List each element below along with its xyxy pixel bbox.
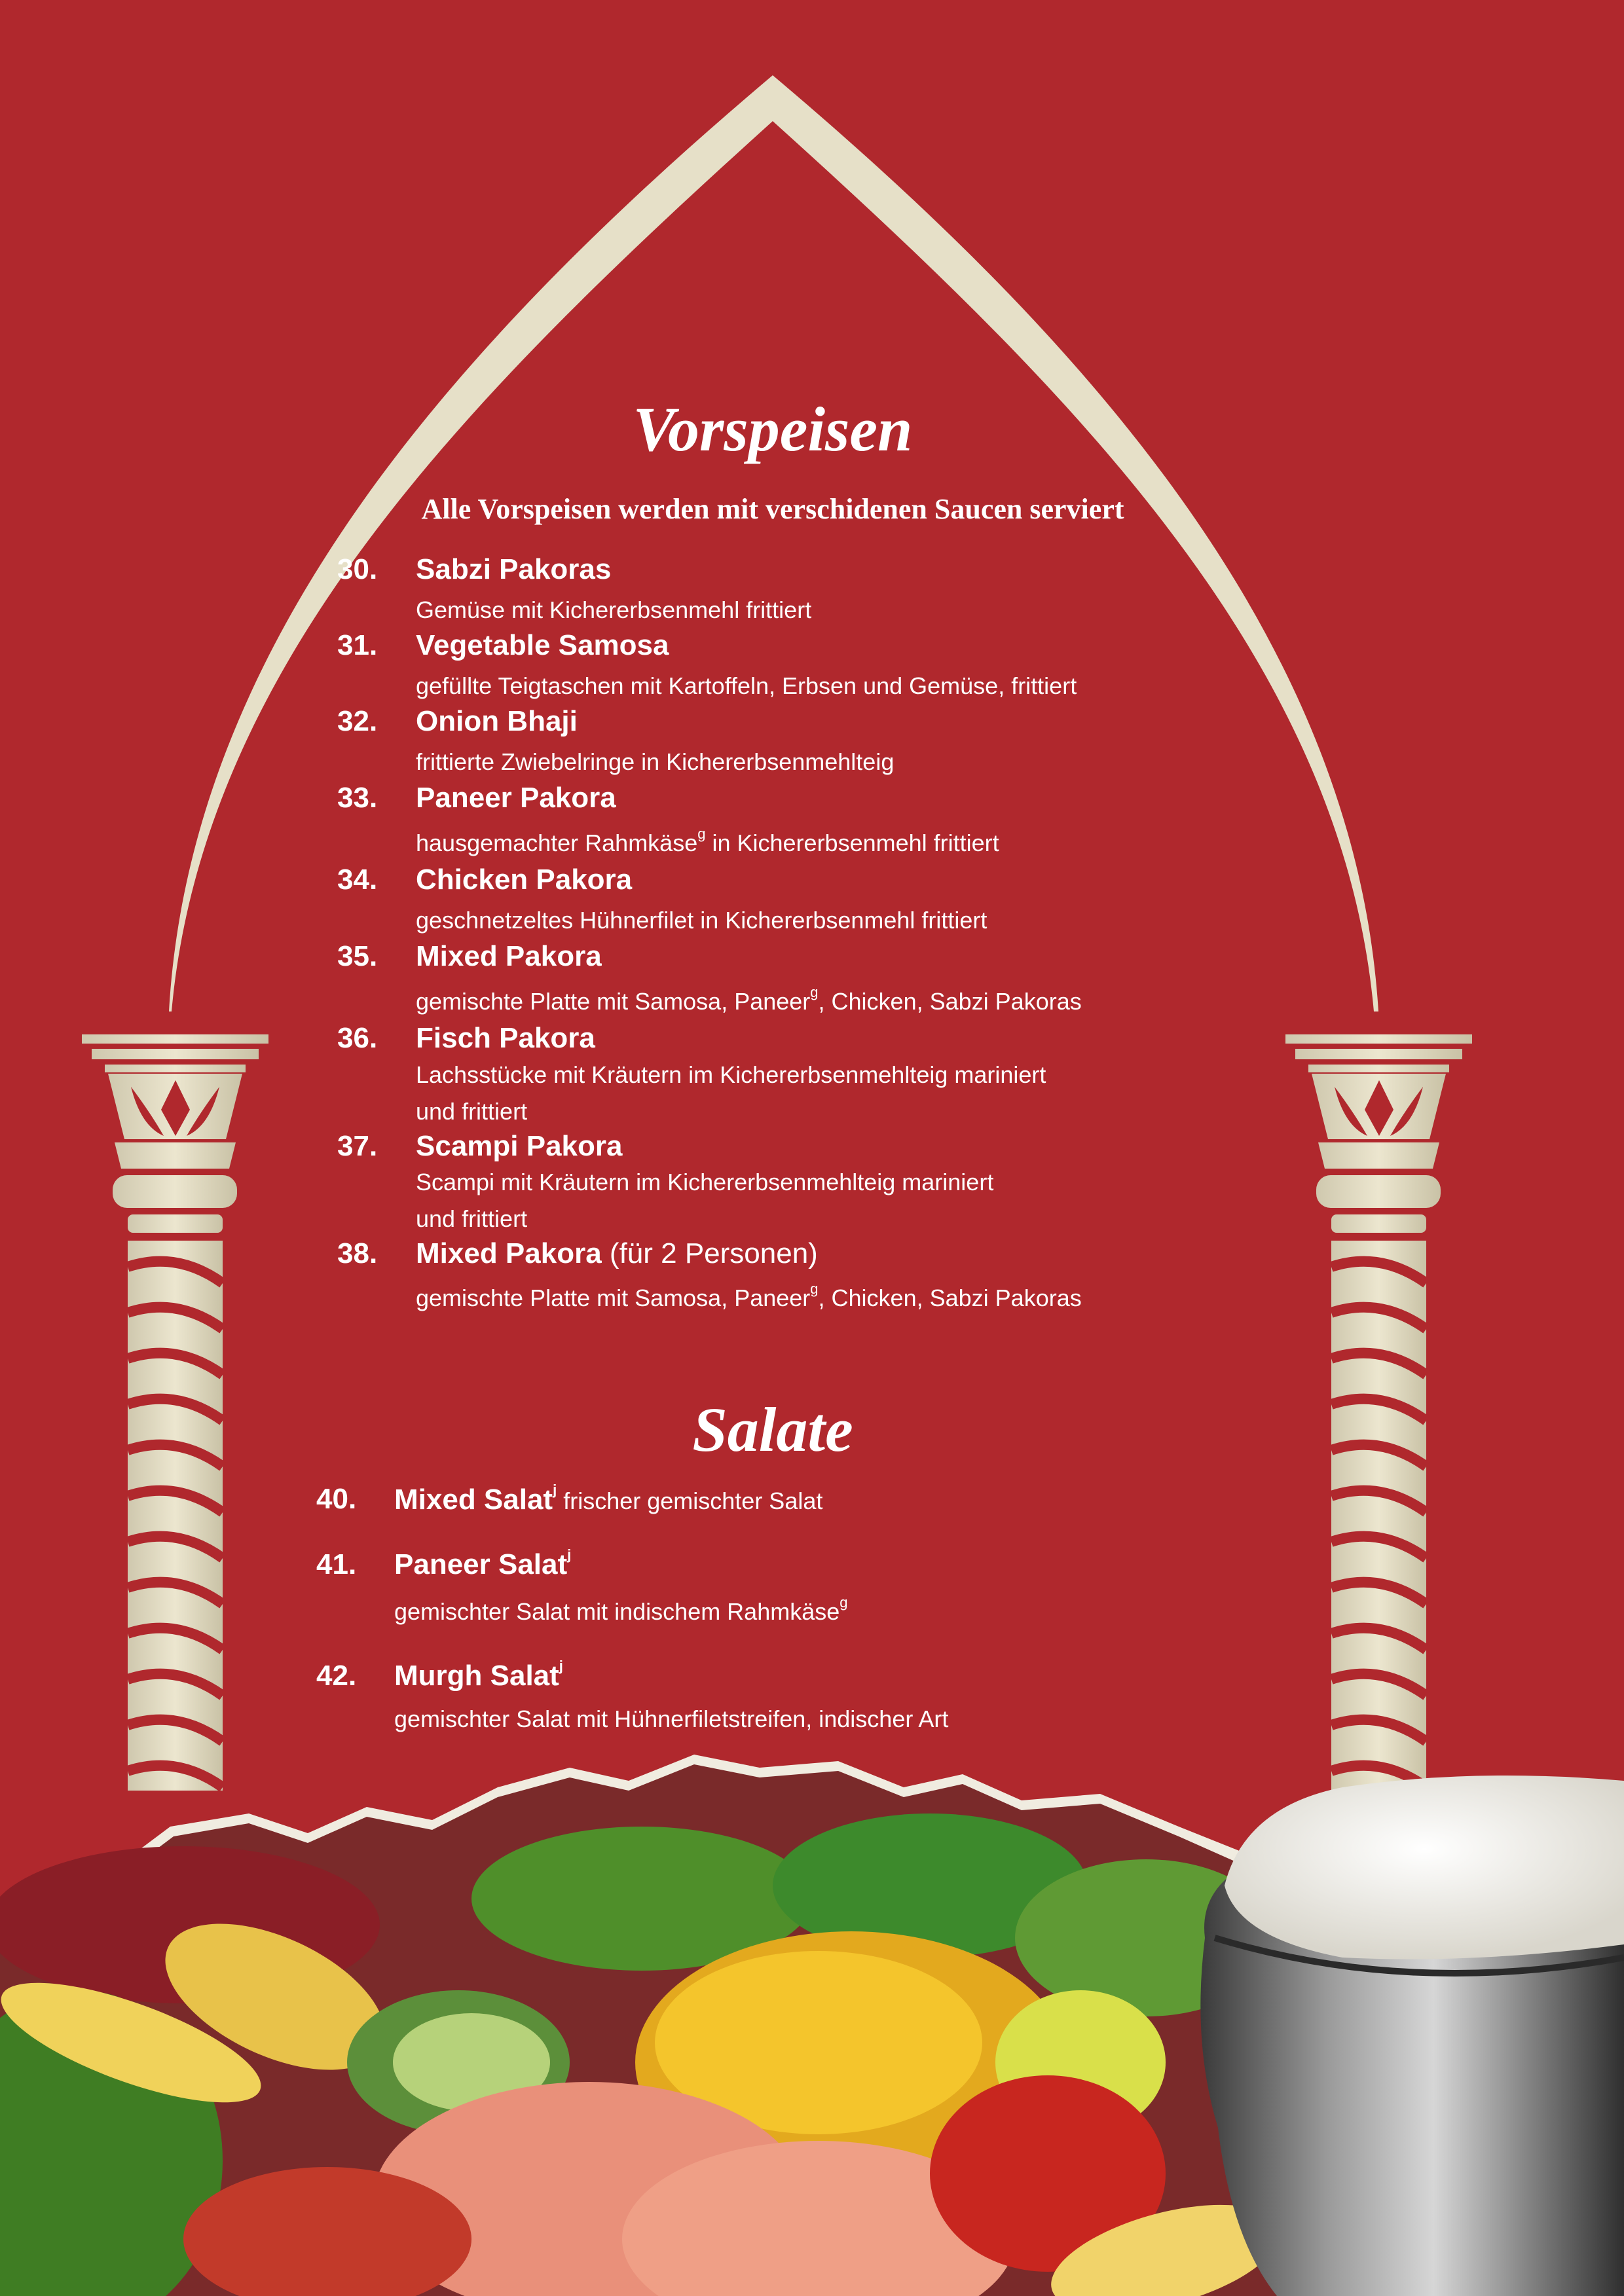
item-number: 35. xyxy=(337,940,378,972)
section-title-vorspeisen: Vorspeisen xyxy=(633,394,913,464)
allergen-marker: g xyxy=(810,984,819,1000)
item-name: Chicken Pakora xyxy=(416,864,633,896)
allergen-marker: g xyxy=(810,1281,819,1297)
allergen-marker: g xyxy=(840,1594,848,1611)
allergen-marker: j xyxy=(567,1546,572,1563)
section-subtitle-vorspeisen: Alle Vorspeisen werden mit verschidenen Saucen serviert xyxy=(421,493,1124,525)
item-name: Mixed Pakora (für 2 Personen) xyxy=(416,1237,818,1269)
item-description: geschnetzeltes Hühnerfilet in Kichererbsenmehl frittiert xyxy=(416,907,987,934)
item-description: frischer gemischter Salat xyxy=(557,1487,823,1514)
item-name: Paneer Salat$^j$ xyxy=(394,1546,572,1580)
item-name: Scampi Pakora xyxy=(416,1130,623,1162)
allergen-marker: j xyxy=(553,1482,557,1499)
item-name: Mixed Salat$^j$ frischer gemischter Salat xyxy=(394,1482,823,1516)
item-description: gefüllte Teigtaschen mit Kartoffeln, Erbsen und Gemüse, frittiert xyxy=(416,672,1077,699)
item-description: frittierte Zwiebelringe in Kichererbsenmehlteig xyxy=(416,748,895,775)
item-name: Murgh Salat$^j$ xyxy=(394,1658,563,1692)
item-description: gemischter Salat mit Hühnerfiletstreifen, indischer Art xyxy=(394,1705,949,1732)
rice-pot-photo xyxy=(1200,1776,1624,2296)
item-number: 41. xyxy=(316,1548,357,1580)
item-number: 37. xyxy=(337,1130,378,1162)
item-description: Scampi mit Kräutern im Kichererbsenmehlteig mariniert xyxy=(416,1169,994,1195)
allergen-marker: j xyxy=(559,1658,563,1675)
item-description: gemischter Salat mit indischem Rahmkäse$^g$ xyxy=(394,1594,848,1625)
section-title-salate: Salate xyxy=(692,1394,853,1465)
item-name: Paneer Pakora xyxy=(416,782,616,814)
item-name: Onion Bhaji xyxy=(416,705,578,737)
item-number: 33. xyxy=(337,782,378,814)
item-description: gemischte Platte mit Samosa, Paneer$^g$, Chicken, Sabzi Pakoras xyxy=(416,1281,1082,1311)
item-name: Sabzi Pakoras xyxy=(416,553,612,585)
item-number: 42. xyxy=(316,1660,357,1692)
allergen-marker: g xyxy=(697,826,706,842)
salad-photo xyxy=(0,1755,1310,2296)
item-number: 40. xyxy=(316,1483,357,1515)
item-number: 32. xyxy=(337,705,378,737)
item-number: 36. xyxy=(337,1022,378,1054)
item-name-extra: (für 2 Personen) xyxy=(601,1237,818,1269)
item-description-cont: und frittiert xyxy=(416,1098,528,1125)
item-name: Vegetable Samosa xyxy=(416,629,669,661)
item-description: gemischte Platte mit Samosa, Paneer$^g$, Chicken, Sabzi Pakoras xyxy=(416,984,1082,1015)
item-description: Lachsstücke mit Kräutern im Kichererbsenmehlteig mariniert xyxy=(416,1061,1046,1088)
item-description: hausgemachter Rahmkäse$^g$ in Kichererbsenmehl frittiert xyxy=(416,826,999,856)
item-number: 31. xyxy=(337,629,378,661)
item-number: 30. xyxy=(337,553,378,585)
item-name: Mixed Pakora xyxy=(416,940,602,972)
item-description-cont: und frittiert xyxy=(416,1205,528,1232)
item-description: Gemüse mit Kichererbsenmehl frittiert xyxy=(416,596,812,623)
item-number: 34. xyxy=(337,864,378,896)
item-number: 38. xyxy=(337,1237,378,1269)
item-name: Fisch Pakora xyxy=(416,1022,595,1054)
